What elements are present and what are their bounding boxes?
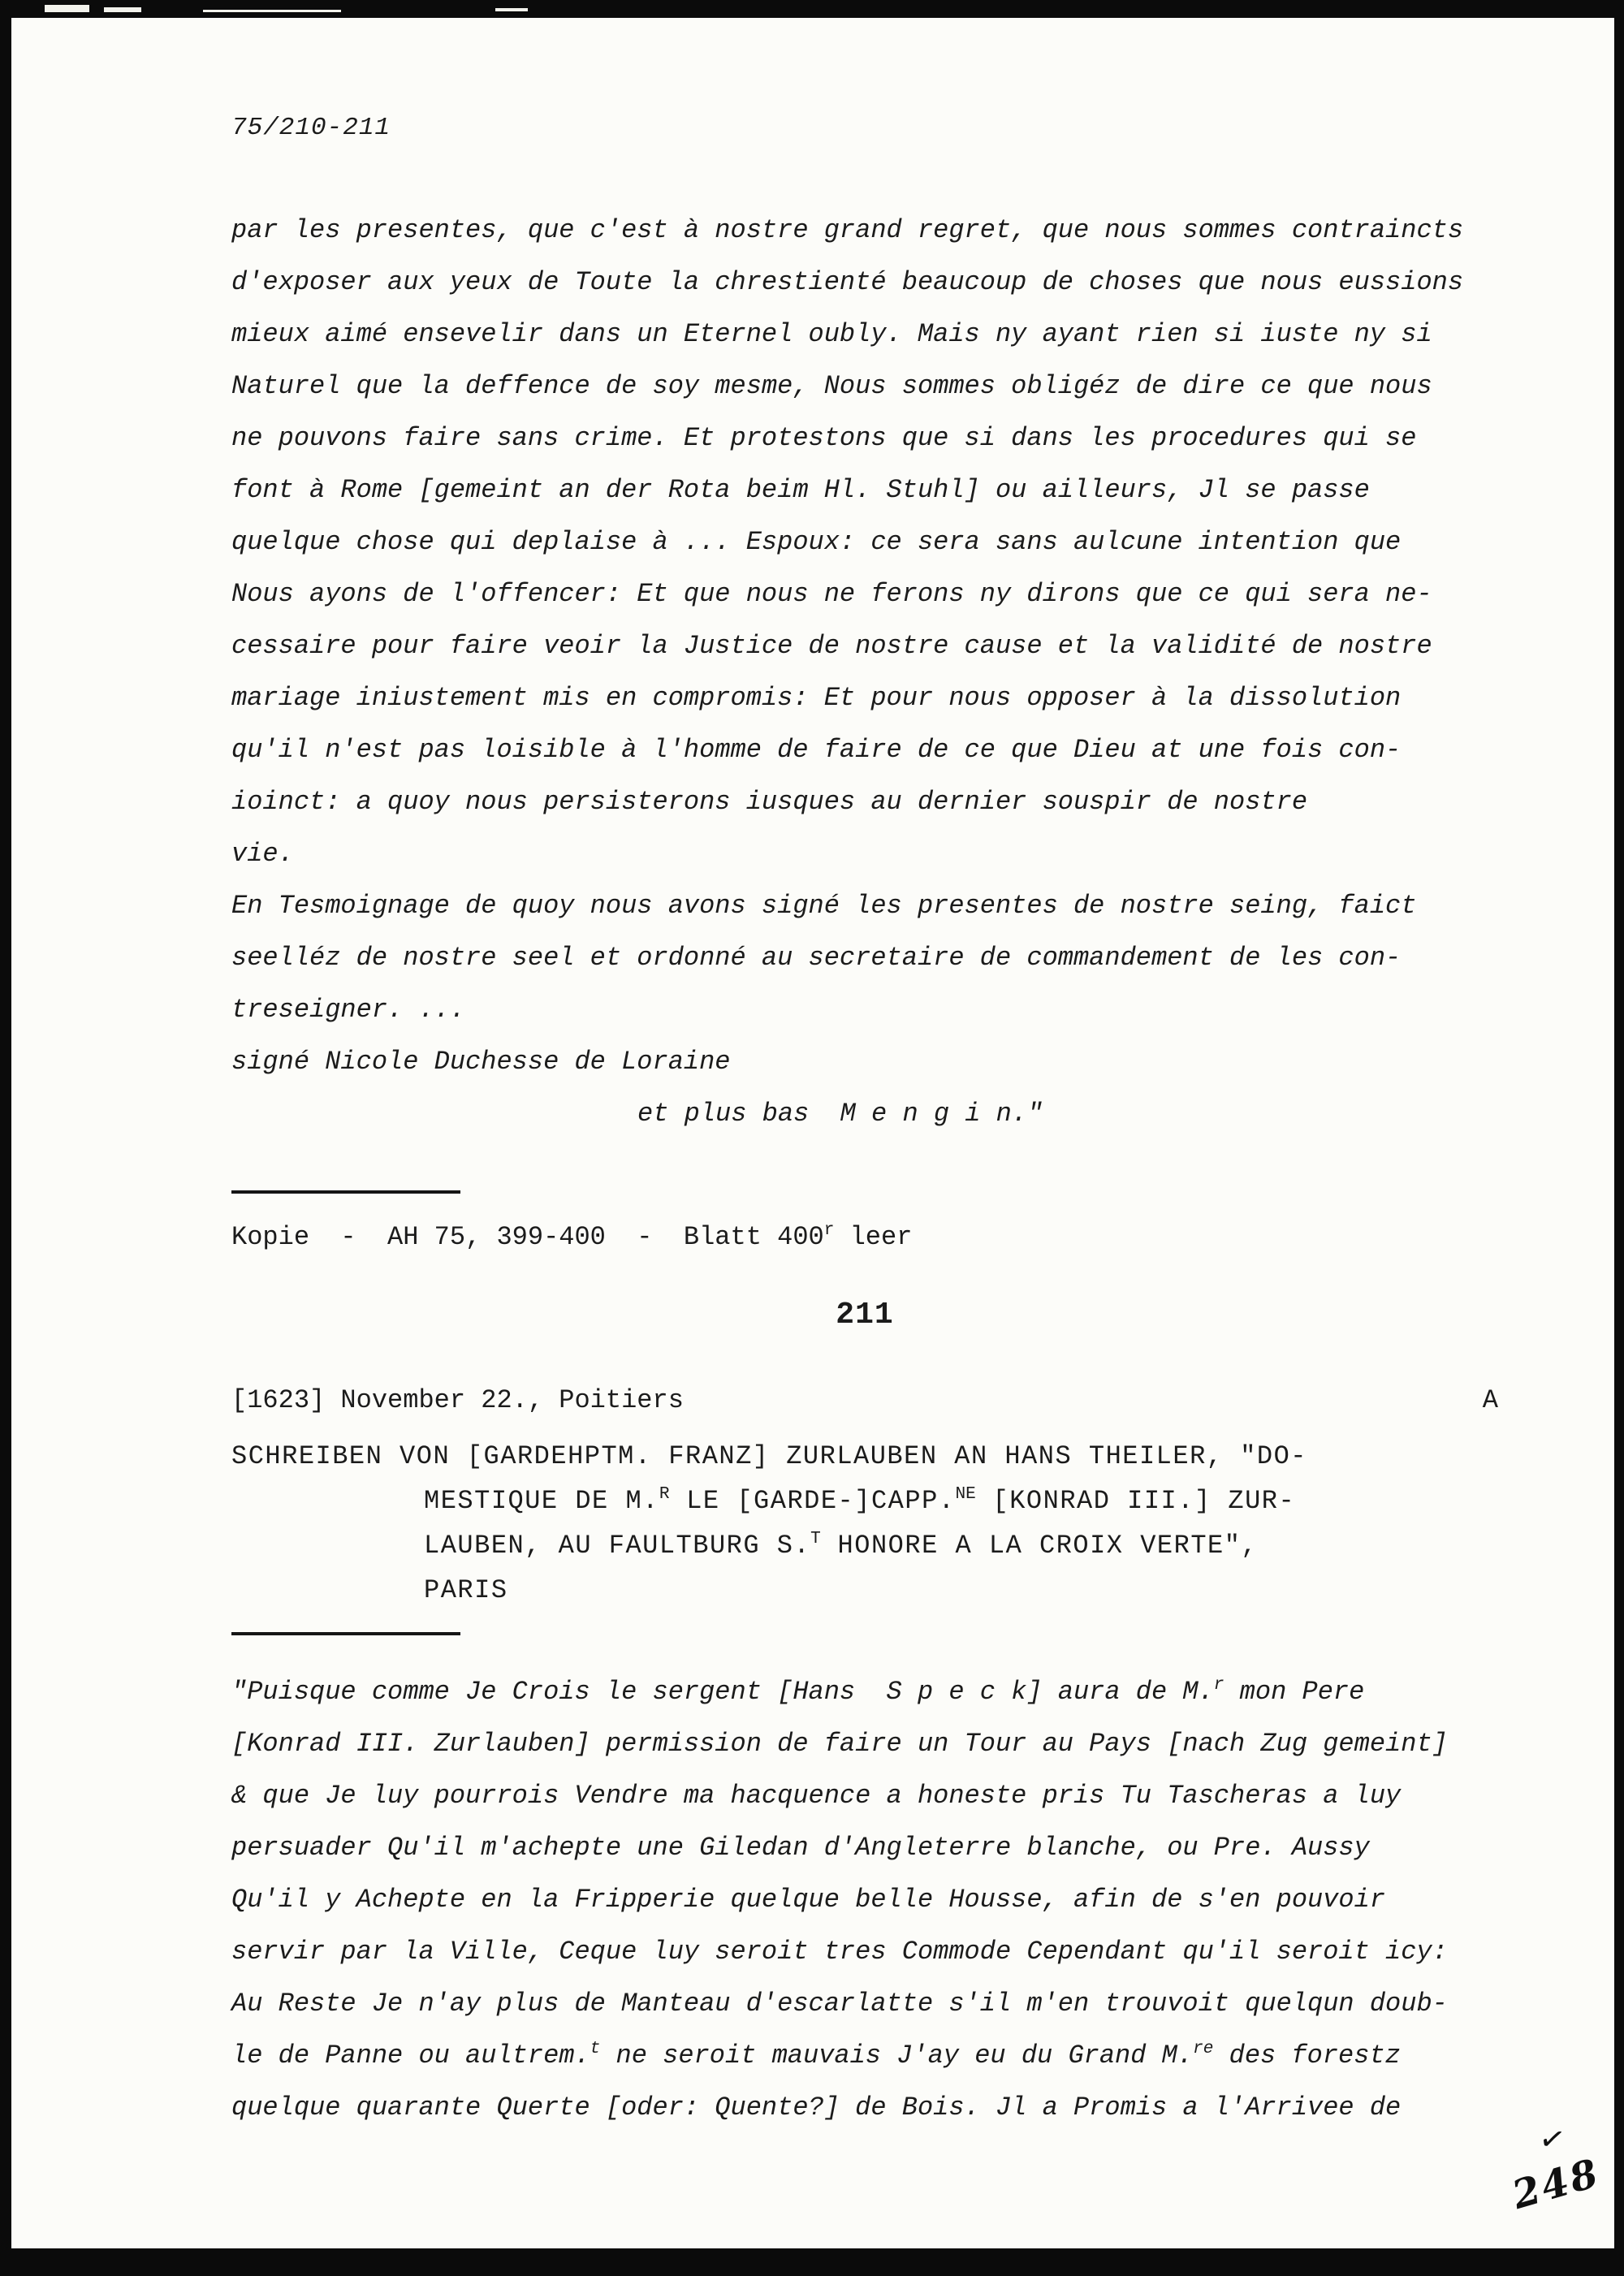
superscript-r: r: [1213, 1675, 1224, 1695]
quote-text: mon Pere: [1224, 1677, 1365, 1707]
quote-line: ne pouvons faire sans crime. Et protestons que si dans les procedures qui se: [231, 423, 1417, 453]
quote-signature-line: et plus bas M e n g i n.": [637, 1099, 1043, 1129]
quote-line: Au Reste Je n'ay plus de Manteau d'escarlatte s'il m'en trouvoit quelqun doub-: [231, 1989, 1448, 2019]
title-text: LAUBEN, AU FAULTBURG S.: [424, 1531, 811, 1561]
source-note: [231, 1215, 912, 1263]
quote-line: mariage iniustement mis en compromis: Et pour nous opposer à la dissolution: [231, 683, 1402, 713]
handwritten-page-number: 248: [1507, 2150, 1605, 2218]
quote-line: Nous ayons de l'offencer: Et que nous ne ferons ny dirons que ce qui sera ne-: [231, 579, 1432, 609]
scan-artifact: [45, 5, 89, 12]
scan-artifact: [203, 10, 341, 12]
quote-line: vie.: [231, 839, 294, 869]
quote-line: servir par la Ville, Ceque luy seroit tres Commode Cependant qu'il seroit icy:: [231, 1937, 1448, 1967]
superscript-t: t: [590, 2039, 601, 2059]
scan-artifact: [104, 7, 141, 12]
quote-text: des forestz: [1213, 2041, 1401, 2071]
quote-line: d'exposer aux yeux de Toute la chrestienté beaucoup de choses que nous eussions: [231, 267, 1464, 297]
quote-line: quelque chose qui deplaise à ... Espoux: ce sera sans aulcune intention que: [231, 527, 1402, 557]
quote-line: seelléz de nostre seel et ordonné au secretaire de commandement de les con-: [231, 943, 1402, 973]
quote-line: signé Nicole Duchesse de Loraine: [231, 1047, 731, 1077]
source-note-text: Kopie - AH 75, 399-400 - Blatt 400: [231, 1222, 824, 1252]
quote-line: [231, 2030, 1448, 2082]
quote-line: [Konrad III. Zurlauben] permission de faire un Tour au Pays [nach Zug gemeint]: [231, 1729, 1448, 1759]
entry-title-line: [231, 1479, 1307, 1523]
quote-text: "Puisque comme Je Crois le sergent [Hans S p e c k] aura de M.: [231, 1677, 1214, 1707]
quote-line: par les presentes, que c'est à nostre grand regret, que nous sommes contraincts: [231, 215, 1464, 245]
entry-title-line: SCHREIBEN VON [GARDEHPTM. FRANZ] ZURLAUBEN AN HANS THEILER, "DO-: [231, 1441, 1307, 1471]
quote-line: mieux aimé ensevelir dans un Eternel oubly. Mais ny ayant rien si iuste ny si: [231, 319, 1432, 349]
superscript-R: R: [659, 1484, 670, 1505]
separator-rule: [231, 1190, 460, 1194]
quote-text: le de Panne ou aultrem.: [231, 2041, 590, 2071]
quote-line: treseigner. ...: [231, 995, 466, 1025]
folio-number: 75/210-211: [231, 114, 391, 142]
title-text: HONORE A LA CROIX VERTE",: [820, 1531, 1259, 1561]
superscript-T: T: [810, 1529, 821, 1549]
quote-line: font à Rome [gemeint an der Rota beim Hl. Stuhl] ou ailleurs, Jl se passe: [231, 475, 1370, 505]
quote-line: qu'il n'est pas loisible à l'homme de faire de ce que Dieu at une fois con-: [231, 735, 1402, 765]
quote-line: [231, 1666, 1448, 1718]
quote-line: Qu'il y Achepte en la Fripperie quelque belle Housse, afin de s'en pouvoir: [231, 1885, 1386, 1915]
superscript-r: r: [823, 1220, 835, 1241]
quote-block-1: [231, 205, 1463, 1140]
source-note-text: leer: [834, 1222, 913, 1252]
title-text: LE [GARDE-]CAPP.: [669, 1486, 956, 1516]
quote-line: persuader Qu'il m'achepte une Giledan d'Angleterre blanche, ou Pre. Aussy: [231, 1833, 1370, 1863]
title-text: MESTIQUE DE M.: [424, 1486, 659, 1516]
superscript-NE: NE: [955, 1484, 976, 1505]
entry-title-block: [231, 1434, 1307, 1613]
quote-block-2: [231, 1666, 1448, 2134]
title-text: [KONRAD III.] ZUR-: [975, 1486, 1296, 1516]
quote-line: En Tesmoignage de quoy nous avons signé les presentes de nostre seing, faict: [231, 891, 1417, 921]
quote-line: & que Je luy pourrois Vendre ma hacquence a honeste pris Tu Tascheras a luy: [231, 1781, 1402, 1811]
quote-line: ioinct: a quoy nous persisterons iusques au dernier souspir de nostre: [231, 787, 1308, 817]
entry-title-line: [231, 1523, 1307, 1568]
entry-title-line: PARIS: [424, 1575, 508, 1605]
entry-date: [1623] November 22., Poitiers: [231, 1385, 684, 1415]
entry-date-line: [231, 1385, 1498, 1415]
quote-text: ne seroit mauvais J'ay eu du Grand M.: [600, 2041, 1194, 2071]
superscript-re: re: [1193, 2039, 1214, 2059]
entry-marker: A: [1482, 1385, 1498, 1415]
separator-rule: [231, 1632, 460, 1635]
quote-line: cessaire pour faire veoir la Justice de nostre cause et la validité de nostre: [231, 631, 1432, 661]
entry-number-heading: 211: [836, 1298, 894, 1332]
quote-line: quelque quarante Querte [oder: Quente?] de Bois. Jl a Promis a l'Arrivee de: [231, 2092, 1402, 2123]
quote-line: Naturel que la deffence de soy mesme, Nous sommes obligéz de dire ce que nous: [231, 371, 1432, 401]
checkmark-annotation: ✓: [1537, 2119, 1566, 2163]
scan-artifact: [495, 8, 528, 11]
